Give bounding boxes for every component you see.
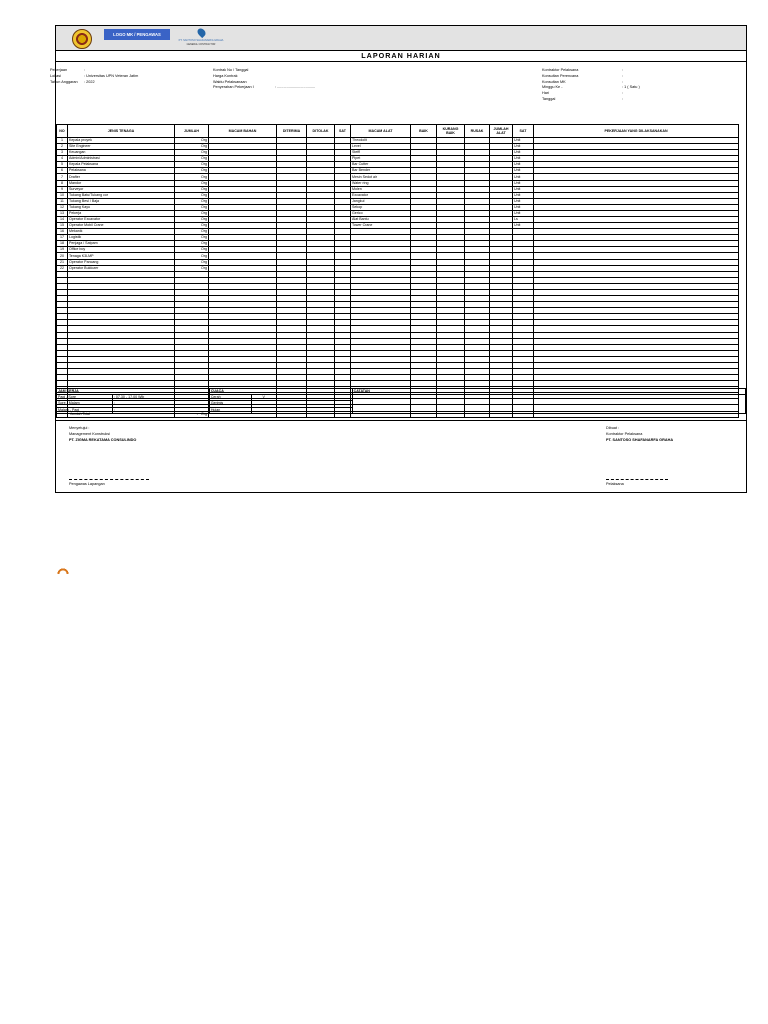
header-bar <box>56 26 746 51</box>
cell-macam-alat[interactable]: Tower Crane <box>351 223 411 229</box>
cell-jenis-tenaga[interactable]: Mekanik <box>68 229 175 235</box>
cell-jumlah-unit[interactable]: Org <box>175 150 209 156</box>
cell-macam-alat[interactable]: Bar Bender <box>351 168 411 174</box>
signature-left <box>69 425 269 491</box>
info-value: : 2022 <box>84 79 95 84</box>
cell-jenis-tenaga[interactable]: Tukang Besi / Baja <box>68 198 175 204</box>
cell-no[interactable]: 20 <box>57 253 68 259</box>
bottom-table <box>56 388 746 414</box>
cell-no[interactable]: 9 <box>57 186 68 192</box>
col-ditolak: DITOLAK <box>307 125 335 138</box>
cell-macam-alat[interactable]: Alat Bantu <box>351 217 411 223</box>
cell-jumlah-unit[interactable]: Org <box>175 138 209 144</box>
catatan-header: CATATAN <box>352 389 745 395</box>
cell-no[interactable]: 21 <box>57 259 68 265</box>
cell-no[interactable]: 7 <box>57 174 68 180</box>
cell-total-label[interactable]: Jumlah Total <box>68 411 175 417</box>
col-no: NO <box>57 125 68 138</box>
cell-no[interactable]: 2 <box>57 144 68 150</box>
cell-macam-alat[interactable]: Gerico <box>351 210 411 216</box>
jam-kerja-value: : <box>112 401 209 407</box>
cell-jenis-tenaga[interactable]: Tenaga K3LMP <box>68 253 175 259</box>
cuaca-header: CUACA <box>209 389 352 395</box>
cell-jenis-tenaga[interactable]: Drafter <box>68 174 175 180</box>
cell-jenis-tenaga[interactable]: Office boy <box>68 247 175 253</box>
signature-right <box>606 425 736 491</box>
col-pekerjaan: PEKERJAAN YANG DILAKSANAKAN <box>534 125 739 138</box>
sign-left-line <box>69 479 149 480</box>
cell-jumlah-unit[interactable]: Org <box>175 229 209 235</box>
sign-right-line2: Kontraktor Pelaksana <box>606 432 643 436</box>
sign-left-company: PT. ZIGMA REKATAMA CONSULINDO <box>69 438 137 442</box>
cuaca-blank <box>276 407 352 413</box>
col-macam-alat: MACAM ALAT <box>351 125 411 138</box>
cell-sat-alat[interactable]: Unit <box>513 210 534 216</box>
info-row <box>213 85 315 91</box>
col-jumlah-alat: JUMLAH ALAT <box>490 125 513 138</box>
cell-jumlah-unit[interactable]: Org <box>175 174 209 180</box>
jam-kerja-header: JAM KERJA <box>57 389 210 395</box>
jam-kerja-label: Pagi - Sore <box>57 395 113 401</box>
sign-left-line1: Menyetujui : <box>69 426 90 430</box>
info-value: : <box>622 73 624 78</box>
contractor-logo-subtitle: GENERAL CONTRACTOR <box>186 43 216 46</box>
cell-jenis-tenaga[interactable]: Kepala Pelaksana <box>68 162 175 168</box>
info-row <box>542 97 640 103</box>
sign-right-company: PT. SANTOSO SHAFANARFA GRAHA <box>606 438 674 442</box>
cell-jenis-tenaga[interactable]: Surveyor <box>68 186 175 192</box>
cell-no[interactable]: 12 <box>57 204 68 210</box>
cell-jenis-tenaga[interactable]: Keuangan <box>68 150 175 156</box>
info-value: : <box>622 79 624 84</box>
cell-sat-alat[interactable]: Unit <box>513 180 534 186</box>
info-value: : Universitas UPN Veteran Jatim <box>84 73 139 78</box>
cell-jumlah-unit[interactable]: Org <box>175 162 209 168</box>
cell-no[interactable]: 18 <box>57 241 68 247</box>
cell-jenis-tenaga[interactable]: Operator Excavator <box>68 217 175 223</box>
cell-macam-alat[interactable]: Pipet <box>351 156 411 162</box>
info-left <box>50 68 138 85</box>
cell-sat-alat[interactable]: Unit <box>513 156 534 162</box>
cell-sat-alat[interactable]: Unit <box>513 198 534 204</box>
cell-no[interactable]: 13 <box>57 210 68 216</box>
cell-no[interactable]: 8 <box>57 180 68 186</box>
info-row <box>50 80 138 86</box>
cell-jenis-tenaga[interactable]: Operator Mobil Crane <box>68 223 175 229</box>
cell-no[interactable]: 5 <box>57 162 68 168</box>
contractor-logo-name: PT. SANTOSO SHAFANARFA GRAHA <box>178 39 224 42</box>
cell-jumlah-unit[interactable]: Org <box>175 265 209 271</box>
info-value: : <box>84 68 86 72</box>
logo-mk-placeholder: LOGO MK / PENGAWAS <box>104 29 170 40</box>
cuaca-label: Cerah <box>209 395 251 401</box>
cell-macam-alat[interactable]: Level <box>351 144 411 150</box>
info-value: : <box>622 68 624 72</box>
cell-no[interactable]: 11 <box>57 198 68 204</box>
cell-jumlah-unit[interactable]: Org <box>175 247 209 253</box>
cell-macam-alat[interactable]: Theodolit <box>351 138 411 144</box>
cell-jumlah-unit[interactable]: Org <box>175 235 209 241</box>
cell-jumlah-unit[interactable]: Org <box>175 204 209 210</box>
cell-jenis-tenaga[interactable]: Penjaga / Satpam <box>68 241 175 247</box>
sign-right-line1: Dibuat : <box>606 426 620 430</box>
info-label: Lokasi <box>50 73 61 78</box>
cell-jumlah-unit[interactable]: Org <box>175 259 209 265</box>
info-label: Minggu Ke - <box>542 85 563 90</box>
cell-sat-alat[interactable]: Unit <box>513 138 534 144</box>
cell-jumlah-unit[interactable]: Org <box>175 168 209 174</box>
info-label: Tahun Anggaran <box>50 79 78 84</box>
cell-no[interactable]: 14 <box>57 217 68 223</box>
cell-no[interactable]: 16 <box>57 229 68 235</box>
cell-sat-alat[interactable]: Unit <box>513 192 534 198</box>
cell-sat-alat[interactable]: Unit <box>513 168 534 174</box>
university-seal-icon <box>72 29 92 49</box>
cell-jumlah-unit[interactable]: Org <box>175 210 209 216</box>
cell-macam-alat[interactable]: Bar Cutter <box>351 162 411 168</box>
cell-macam-alat[interactable]: Jangkul <box>351 198 411 204</box>
col-sat: SAT <box>335 125 351 138</box>
sign-left-role: Pengawas Lapangan <box>69 482 105 486</box>
info-label: Konsultan Perencana <box>542 73 579 78</box>
sign-right-role: Pelaksana <box>606 482 624 486</box>
info-label: Hari <box>542 91 549 96</box>
stray-logo-fragment-icon <box>56 568 70 574</box>
cell-jumlah-unit[interactable]: Org <box>175 241 209 247</box>
cell-macam-alat[interactable]: Sekop <box>351 204 411 210</box>
info-mid <box>213 68 315 91</box>
signature-divider <box>56 420 746 421</box>
cell-sat-alat[interactable]: Unit <box>513 162 534 168</box>
cell-jenis-tenaga[interactable]: Operator Buldozer <box>68 265 175 271</box>
cell-sat-alat[interactable]: Unit <box>513 186 534 192</box>
cell-no[interactable]: 17 <box>57 235 68 241</box>
cell-macam-alat[interactable]: Mesin Sedot air <box>351 174 411 180</box>
cell-jenis-tenaga[interactable]: Kepala proyek <box>68 138 175 144</box>
col-macam-bahan: MACAM BAHAN <box>209 125 277 138</box>
info-right <box>542 68 640 103</box>
cell-macam-alat[interactable]: Steffl <box>351 150 411 156</box>
info-value: : <box>622 96 624 101</box>
cuaca-mark <box>251 407 276 413</box>
cell-jumlah-unit[interactable]: Org <box>175 253 209 259</box>
cell-jumlah-unit[interactable]: Org <box>175 156 209 162</box>
info-label: Waktu Pelaksanaan <box>213 79 247 84</box>
info-label: Penyerahan Pekerjaan I <box>213 85 254 90</box>
cell-macam-alat[interactable]: Water ring <box>351 180 411 186</box>
cell-macam-alat[interactable]: Molen <box>351 186 411 192</box>
bottom-section <box>56 388 746 420</box>
jam-kerja-value: : 07.30 - 17.00 Wib <box>112 395 209 401</box>
cell-sat-alat[interactable]: Unit <box>513 174 534 180</box>
cell-jumlah-unit[interactable]: Org <box>175 198 209 204</box>
cell-macam-alat[interactable]: Excavator <box>351 192 411 198</box>
info-label: Kontrak No / Tanggal <box>213 68 249 72</box>
cell-no[interactable]: 1 <box>57 138 68 144</box>
col-rusak: RUSAK <box>465 125 490 138</box>
cuaca-label: Gerimis <box>209 401 251 407</box>
cell-jenis-tenaga[interactable]: Admin/Administrasi <box>68 156 175 162</box>
sign-left-line2: Management Konstruksi <box>69 432 110 436</box>
cell-no[interactable]: 4 <box>57 156 68 162</box>
col-jumlah: JUMLAH <box>175 125 209 138</box>
cell-no[interactable]: 10 <box>57 192 68 198</box>
cell-jenis-tenaga[interactable]: Tukang Kayu <box>68 204 175 210</box>
col-baik: BAIK <box>411 125 437 138</box>
cell-sat-alat[interactable]: Ls <box>513 217 534 223</box>
cell-sat-alat[interactable]: Unit <box>513 150 534 156</box>
cell-jenis-tenaga[interactable]: Mandor <box>68 180 175 186</box>
cell-jenis-tenaga[interactable]: Site Engineer <box>68 144 175 150</box>
cell-no[interactable]: 3 <box>57 150 68 156</box>
water-drop-icon <box>196 27 207 38</box>
sign-right-line <box>606 479 668 480</box>
cell-jenis-tenaga[interactable]: Logistik <box>68 235 175 241</box>
contractor-logo <box>176 28 226 48</box>
info-label: Konsultan MK <box>542 79 566 84</box>
jam-kerja-label: Sore - Malam <box>57 401 113 407</box>
cell-jenis-tenaga[interactable]: Pelaksana <box>68 168 175 174</box>
cell-no[interactable]: 22 <box>57 265 68 271</box>
cell-jumlah-unit[interactable]: Org <box>175 186 209 192</box>
col-jenis-tenaga: JENIS TENAGA <box>68 125 175 138</box>
cell-sat-alat[interactable]: Unit <box>513 204 534 210</box>
page-title: LAPORAN HARIAN <box>56 50 746 62</box>
cell-jumlah-unit[interactable]: Org <box>175 223 209 229</box>
cell-jenis-tenaga[interactable]: Operator Pancang <box>68 259 175 265</box>
col-diterima: DITERIMA <box>277 125 307 138</box>
info-value: : .................................... <box>275 85 316 90</box>
cell-sat-alat[interactable]: Unit <box>513 223 534 229</box>
cell-jenis-tenaga[interactable]: Pekerja <box>68 210 175 216</box>
catatan-body[interactable] <box>352 395 745 414</box>
info-label: Harga Kontrak <box>213 73 238 78</box>
info-value: : 1 ( Satu ) <box>622 85 640 90</box>
cell-no[interactable]: 6 <box>57 168 68 174</box>
info-label: Tanggal <box>542 96 556 101</box>
cell-jenis-tenaga[interactable]: Tukang Batu/Tukang cor <box>68 192 175 198</box>
cell-no[interactable]: 19 <box>57 247 68 253</box>
cell-jumlah-unit[interactable]: Org <box>175 180 209 186</box>
table-header-row <box>57 125 739 138</box>
cell-no[interactable]: 15 <box>57 223 68 229</box>
cell-jumlah-unit[interactable]: Org <box>175 144 209 150</box>
daily-report-sheet <box>50 25 747 493</box>
report-table <box>56 124 739 418</box>
col-sat-alat: SAT <box>513 125 534 138</box>
cell-jumlah-unit[interactable]: Org <box>175 192 209 198</box>
cell-jumlah-unit[interactable]: Org <box>175 217 209 223</box>
col-kurang-baik: KURANG BAIK <box>437 125 465 138</box>
info-label: Pekerjaan <box>50 68 68 72</box>
total-value: - <box>196 411 198 416</box>
info-value: : <box>622 91 624 96</box>
cuaca-mark: V <box>251 395 276 401</box>
total-unit: Org <box>201 411 207 416</box>
cuaca-label: Hujan <box>209 407 251 413</box>
jam-kerja-label: Malam - Pagi <box>57 407 113 413</box>
info-label: Kontraktor Pelaksana <box>542 68 579 72</box>
jam-kerja-value: : <box>112 407 209 413</box>
cell-sat-alat[interactable]: Unit <box>513 144 534 150</box>
